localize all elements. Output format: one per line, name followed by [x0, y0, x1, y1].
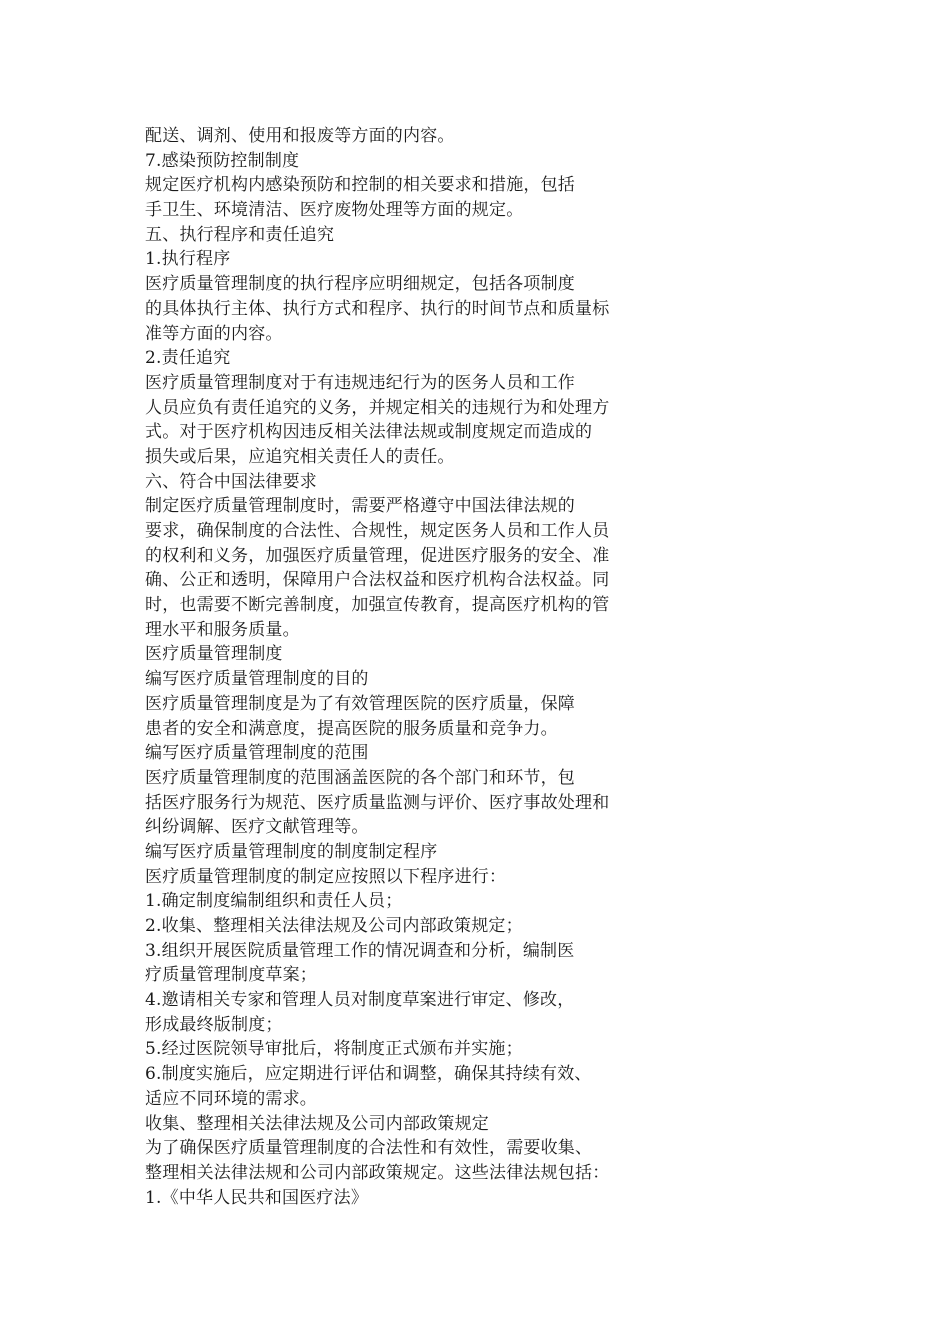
text-line: 确、公正和透明，保障用户合法权益和医疗机构合法权益。同	[145, 570, 610, 591]
text-line: 的权利和义务，加强医疗质量管理，促进医疗服务的安全、准	[145, 545, 610, 566]
list-item: 1.确定制度编制组织和责任人员；	[145, 891, 403, 912]
text-line: 要求，确保制度的合法性、合规性，规定医务人员和工作人员	[145, 521, 610, 541]
text-line: 纠纷调解、医疗文献管理等。	[145, 817, 369, 838]
section-heading: 编写医疗质量管理制度的制度制定程序	[145, 841, 438, 862]
list-item: 适应不同环境的需求。	[145, 1088, 317, 1109]
text-line: 的具体执行主体、执行方式和程序、执行的时间节点和质量标	[145, 298, 610, 319]
section-heading: 编写医疗质量管理制度的范围	[145, 743, 369, 764]
text-line: 规定医疗机构内感染预防和控制的相关要求和措施，包括	[145, 175, 575, 196]
text-line: 配送、调剂、使用和报废等方面的内容。	[145, 126, 455, 146]
text-line: 准等方面的内容。	[145, 323, 283, 344]
text-line: 理水平和服务质量。	[145, 619, 300, 640]
section-heading: 六、符合中国法律要求	[145, 471, 317, 492]
text-line: 医疗质量管理制度的执行程序应明细规定，包括各项制度	[145, 274, 575, 295]
text-line: 手卫生、环境清洁、医疗废物处理等方面的规定。	[145, 200, 524, 221]
text-line: 制定医疗质量管理制度时，需要严格遵守中国法律法规的	[145, 496, 575, 517]
text-line: 整理相关法律法规和公司内部政策规定。这些法律法规包括：	[145, 1162, 610, 1183]
list-item: 2.收集、整理相关法律法规及公司内部政策规定；	[145, 916, 523, 936]
text-line: 为了确保医疗质量管理制度的合法性和有效性，需要收集、	[145, 1138, 593, 1159]
section-heading: 编写医疗质量管理制度的目的	[145, 669, 369, 690]
document-body	[145, 124, 685, 1210]
list-item: 5.经过医院领导审批后，将制度正式颁布并实施；	[145, 1039, 523, 1060]
text-line: 医疗质量管理制度是为了有效管理医院的医疗质量，保障	[145, 693, 575, 714]
section-heading: 7.感染预防控制制度	[145, 150, 300, 171]
text-line: 损失或后果，应追究相关责任人的责任。	[145, 446, 455, 467]
text-line: 医疗质量管理制度的范围涵盖医院的各个部门和环节，包	[145, 767, 575, 788]
text-line: 括医疗服务行为规范、医疗质量监测与评价、医疗事故处理和	[145, 792, 610, 813]
text-line: 式。对于医疗机构因违反相关法律法规或制度规定而造成的	[145, 422, 593, 443]
list-item: 6.制度实施后，应定期进行评估和调整，确保其持续有效、	[145, 1064, 592, 1085]
list-item: 疗质量管理制度草案；	[145, 965, 317, 986]
list-item: 3.组织开展医院质量管理工作的情况调查和分析，编制医	[145, 940, 575, 961]
list-item: 形成最终版制度；	[145, 1014, 283, 1035]
text-line: 患者的安全和满意度，提高医院的服务质量和竞争力。	[145, 718, 558, 739]
section-heading: 1.执行程序	[145, 249, 231, 270]
list-item: 4.邀请相关专家和管理人员对制度草案进行审定、修改，	[145, 990, 575, 1011]
text-line: 医疗质量管理制度的制定应按照以下程序进行：	[145, 866, 507, 887]
text-line: 人员应负有责任追究的义务，并规定相关的违规行为和处理方	[145, 397, 610, 418]
text-line: 时，也需要不断完善制度，加强宣传教育，提高医疗机构的管	[145, 595, 610, 616]
section-heading: 医疗质量管理制度	[145, 644, 283, 665]
section-heading: 五、执行程序和责任追究	[145, 224, 335, 245]
section-heading: 2.责任追究	[145, 348, 231, 369]
list-item: 1.《中华人民共和国医疗法》	[145, 1187, 369, 1208]
text-line: 医疗质量管理制度对于有违规违纪行为的医务人员和工作	[145, 372, 575, 393]
section-heading: 收集、整理相关法律法规及公司内部政策规定	[145, 1113, 489, 1134]
